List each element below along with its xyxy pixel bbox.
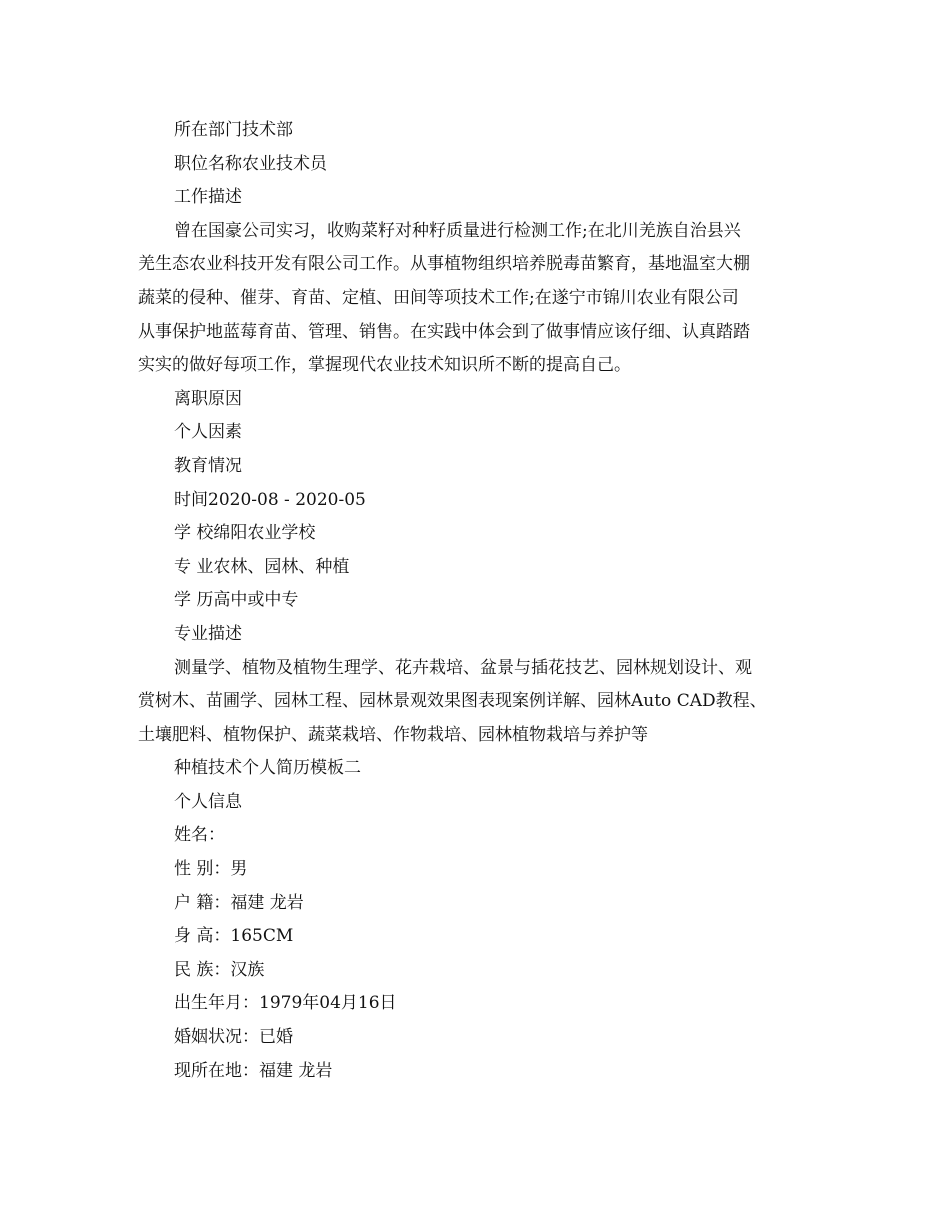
job-description-line: 曾在国豪公司实习，收购菜籽对种籽质量进行检测工作;在北川羌族自治县兴 xyxy=(174,220,741,241)
department-line: 所在部门技术部 xyxy=(174,120,293,140)
current-location-line: 现所在地：福建 龙岩 xyxy=(174,1060,333,1081)
education-school: 学 校绵阳农业学校 xyxy=(174,523,316,544)
birth-date-line: 出生年月：1979年04月16日 xyxy=(174,993,397,1014)
education-major: 专 业农林、园林、种植 xyxy=(174,556,350,577)
leave-reason-text: 个人因素 xyxy=(174,422,242,443)
major-description-line: 土壤肥料、植物保护、蔬菜栽培、作物栽培、园林植物栽培与养护等 xyxy=(138,724,648,745)
job-description-line: 蔬菜的侵种、催芽、育苗、定植、田间等项技术工作;在遂宁市锦川农业有限公司 xyxy=(138,287,739,308)
resume-content xyxy=(138,114,820,1088)
job-description-line: 从事保护地蓝莓育苗、管理、销售。在实践中体会到了做事情应该仔细、认真踏踏 xyxy=(138,321,750,342)
template-two-title: 种植技术个人简历模板二 xyxy=(174,758,361,779)
major-description-paragraph xyxy=(138,652,820,753)
major-description-heading: 专业描述 xyxy=(174,623,242,644)
personal-info-heading: 个人信息 xyxy=(174,791,242,812)
education-time: 时间2020-08 - 2020-05 xyxy=(174,489,366,510)
position-line: 职位名称农业技术员 xyxy=(174,153,327,174)
job-description-paragraph xyxy=(138,215,820,383)
job-description-line: 羌生态农业科技开发有限公司工作。从事植物组织培养脱毒苗繁育，基地温室大棚 xyxy=(138,254,750,275)
major-description-line: 测量学、植物及植物生理学、花卉栽培、盆景与插花技艺、园林规划设计、观 xyxy=(174,657,752,678)
education-heading: 教育情况 xyxy=(174,455,242,476)
leave-reason-heading: 离职原因 xyxy=(174,388,242,409)
name-line: 姓名： xyxy=(174,825,225,846)
major-description-line: 赏树木、苗圃学、园林工程、园林景观效果图表现案例详解、园林Auto CAD教程、 xyxy=(138,691,767,712)
education-degree: 学 历高中或中专 xyxy=(174,590,299,611)
hometown-line: 户 籍：福建 龙岩 xyxy=(174,892,304,913)
height-line: 身 高：165CM xyxy=(174,926,294,947)
ethnicity-line: 民 族：汉族 xyxy=(174,959,265,980)
gender-line: 性 别：男 xyxy=(174,859,248,880)
job-description-line: 实实的做好每项工作，掌握现代农业技术知识所不断的提高自己。 xyxy=(138,355,631,376)
marital-status-line: 婚姻状况：已婚 xyxy=(174,1027,293,1048)
job-description-heading: 工作描述 xyxy=(174,187,242,208)
